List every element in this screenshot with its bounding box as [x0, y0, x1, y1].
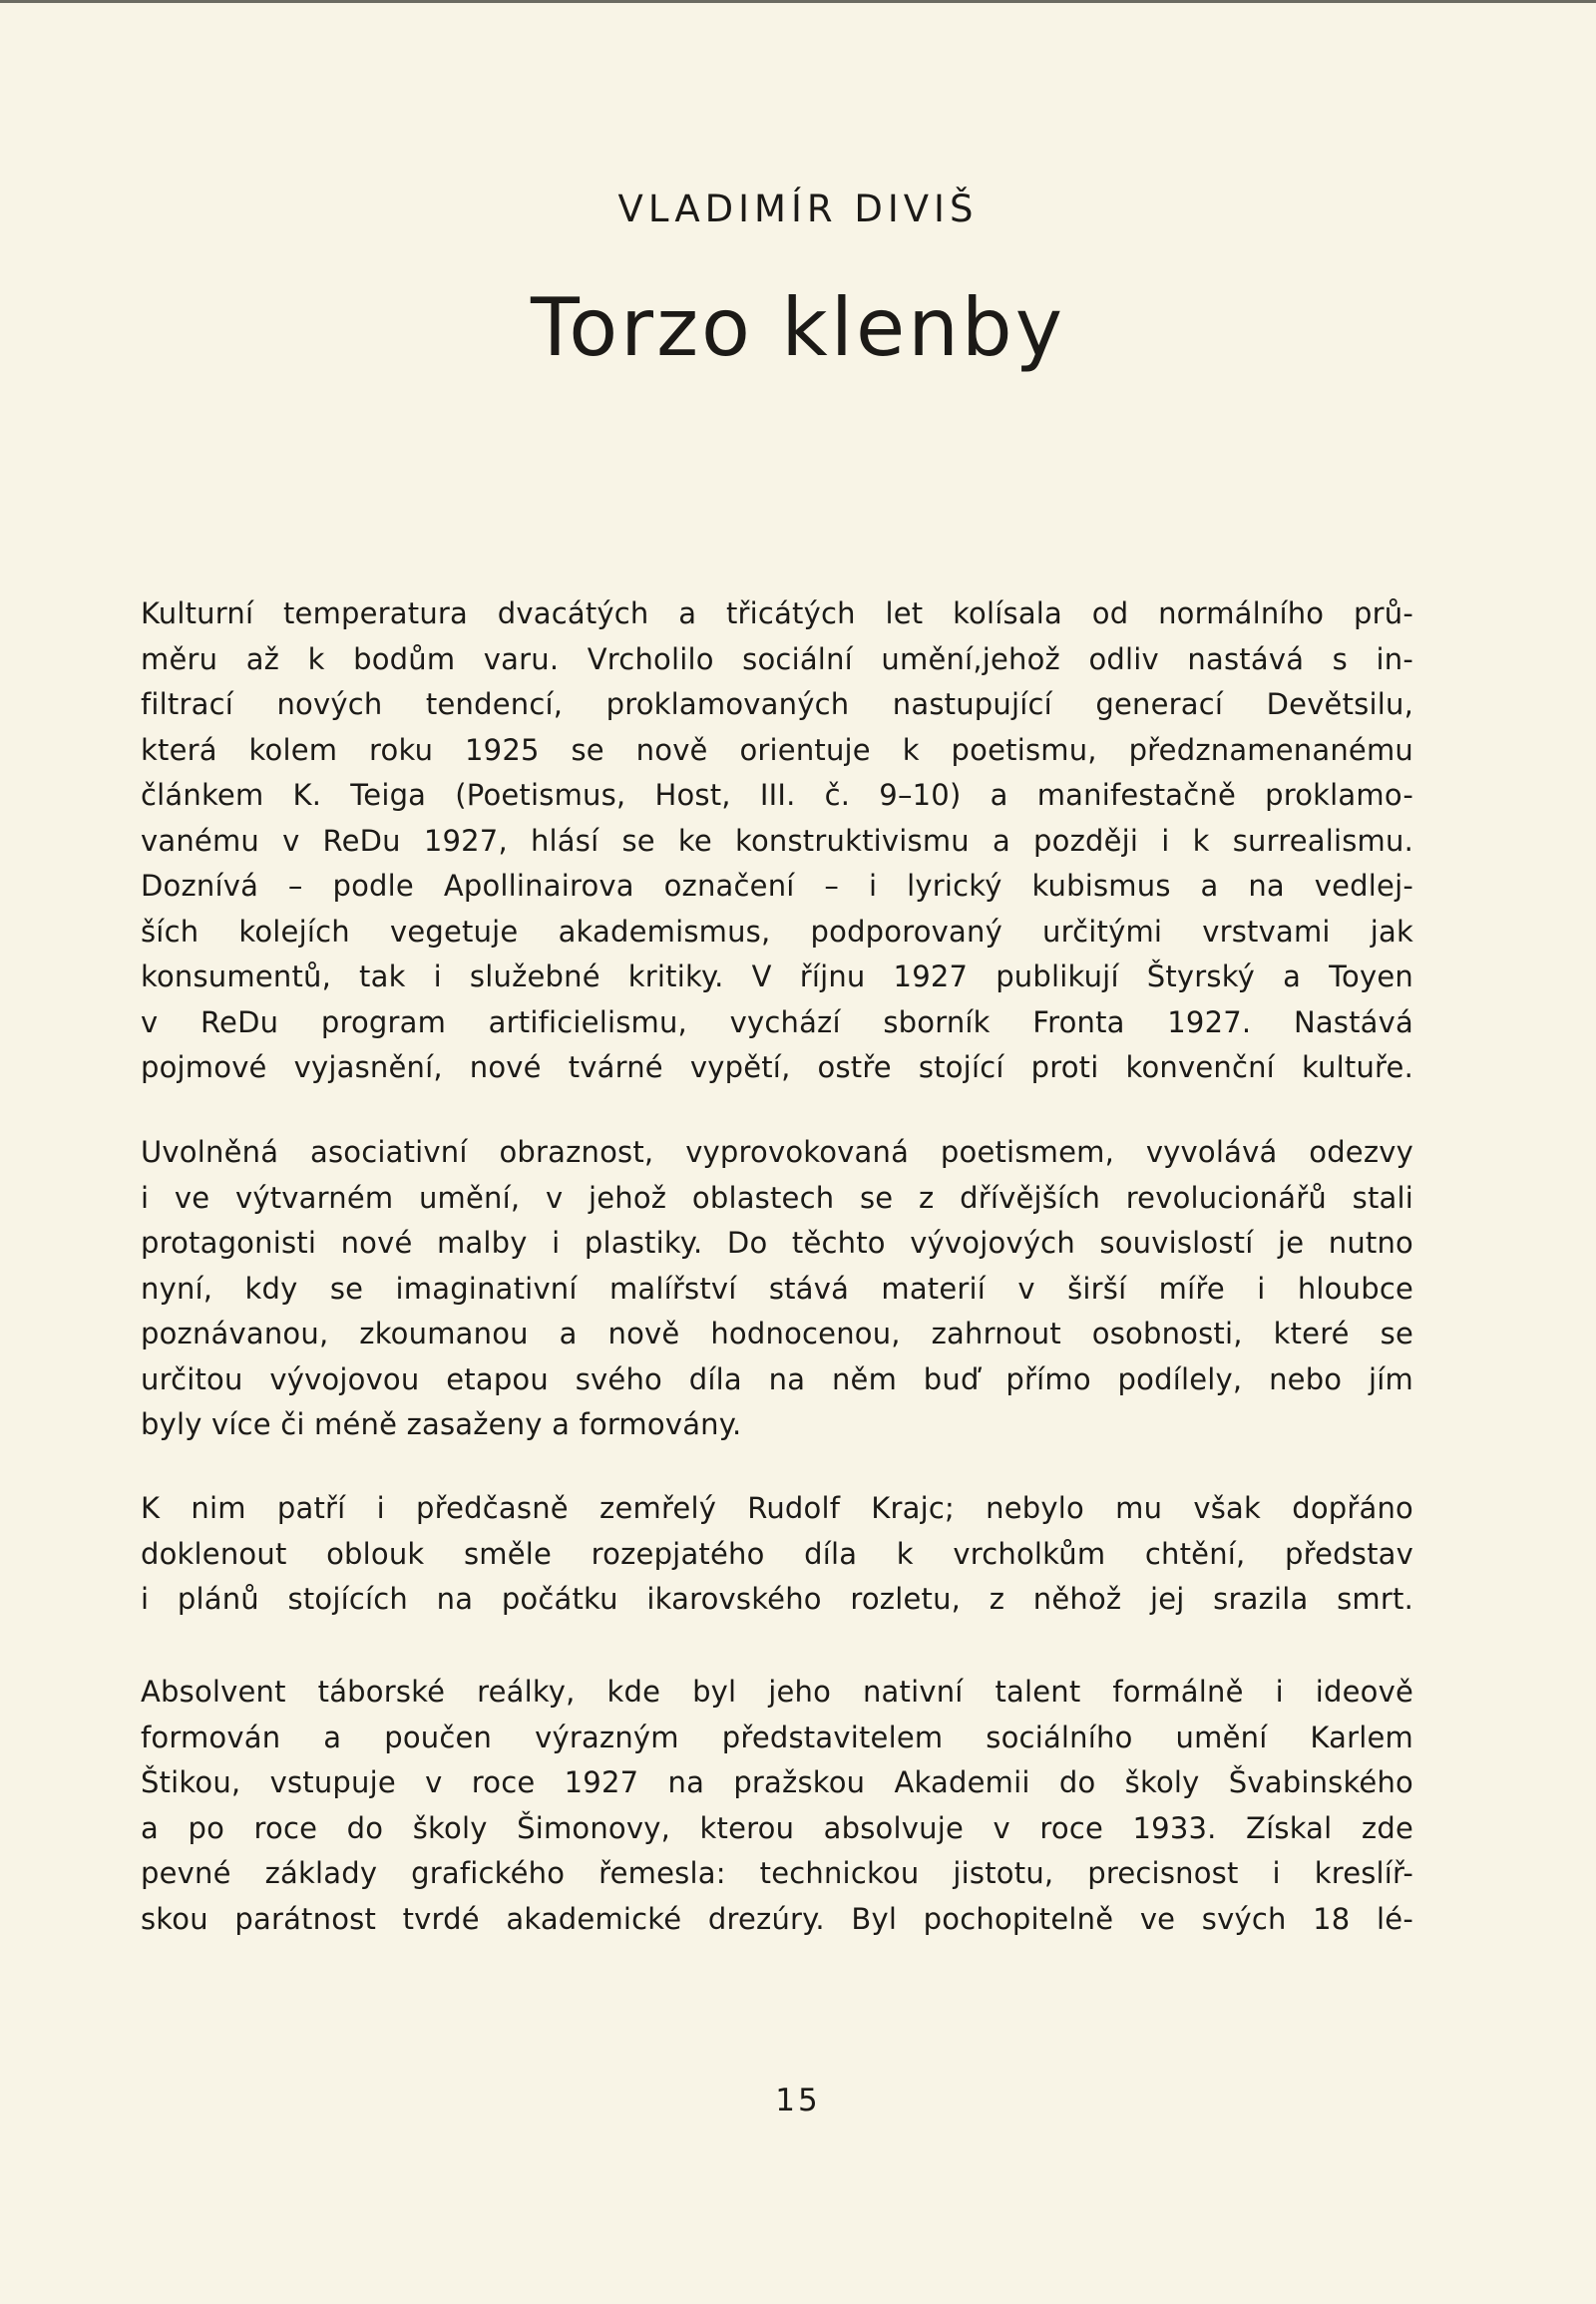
text-line: formován a poučen výrazným představitelem sociálního umění Karlem — [141, 1720, 1413, 1754]
text-line: článkem K. Teiga (Poetismus, Host, III. č. 9–10) a manifestačně proklamo- — [141, 778, 1413, 812]
text-line: K nim patří i předčasně zemřelý Rudolf Krajc; nebylo mu však dopřáno — [141, 1491, 1413, 1525]
page-top-edge — [0, 0, 1596, 3]
text-line: měru až k bodům varu. Vrcholilo sociální umění,jehož odliv nastává s in- — [141, 641, 1413, 676]
text-line: v ReDu program artificielismu, vychází sborník Fronta 1927. Nastává — [141, 1004, 1413, 1039]
text-line: poznávanou, zkoumanou a nově hodnocenou, zahrnout osobnosti, které se — [141, 1317, 1413, 1350]
text-line: skou parátnost tvrdé akademické drezúry. Byl pochopitelně ve svých 18 lé- — [141, 1901, 1413, 1936]
text-line: ších kolejích vegetuje akademismus, podporovaný určitými vrstvami jak — [141, 914, 1413, 949]
text-line: protagonisti nové malby i plastiky. Do těchto vývojových souvislostí je nutno — [141, 1226, 1413, 1260]
text-line: vanému v ReDu 1927, hlásí se ke konstruktivismu a později i k surrealismu. — [141, 823, 1413, 858]
text-line: Doznívá – podle Apollinairova označení – i lyrický kubismus a na vedlej- — [141, 869, 1413, 903]
text-line: určitou vývojovou etapou svého díla na něm buď přímo podílely, nebo jím — [141, 1361, 1413, 1396]
text-line: konsumentů, tak i služebné kritiky. V říjnu 1927 publikují Štyrský a Toyen — [141, 960, 1413, 993]
text-line: i ve výtvarném umění, v jehož oblastech se z dřívějších revolucionářů stali — [141, 1180, 1413, 1215]
text-line: Kulturní temperatura dvacátých a třicátých let kolísala od normálního prů- — [141, 596, 1413, 630]
paragraph-2 — [141, 1130, 1413, 1448]
paragraph-4 — [141, 1670, 1413, 1942]
text-line: i plánů stojících na počátku ikarovského rozletu, z něhož jej srazila smrt. — [141, 1582, 1413, 1616]
text-line: nyní, kdy se imaginativní malířství stává materií v širší míře i hloubce — [141, 1271, 1413, 1306]
text-line: pevné základy grafického řemesla: technickou jistotu, precisnost i kreslíř- — [141, 1856, 1413, 1890]
article-title: Torzo klenby — [530, 281, 1066, 374]
paragraph-1 — [141, 591, 1413, 1091]
text-line: Štikou, vstupuje v roce 1927 na pražskou Akademii do školy Švabinského — [141, 1765, 1413, 1799]
text-line: pojmové vyjasnění, nové tvárné vypětí, ostře stojící proti konvenční kultuře. — [141, 1050, 1413, 1084]
text-line: filtrací nových tendencí, proklamovaných nastupující generací Devětsilu, — [141, 687, 1413, 721]
text-line: doklenout oblouk směle rozepjatého díla k vrcholkům chtění, představ — [141, 1536, 1413, 1571]
paragraph-3 — [141, 1486, 1413, 1623]
text-line: byly více či méně zasaženy a formovány. — [141, 1407, 742, 1441]
text-line: Absolvent táborské reálky, kde byl jeho nativní talent formálně i ideově — [141, 1675, 1413, 1709]
page-number: 15 — [775, 2083, 821, 2118]
text-line: a po roce do školy Šimonovy, kterou absolvuje v roce 1933. Získal zde — [141, 1810, 1413, 1845]
text-line: Uvolněná asociativní obraznost, vyprovokovaná poetismem, vyvolává odezvy — [141, 1135, 1413, 1169]
author-name: VLADIMÍR DIVIŠ — [617, 188, 979, 230]
text-line: která kolem roku 1925 se nově orientuje k poetismu, předznamenanému — [141, 732, 1413, 767]
